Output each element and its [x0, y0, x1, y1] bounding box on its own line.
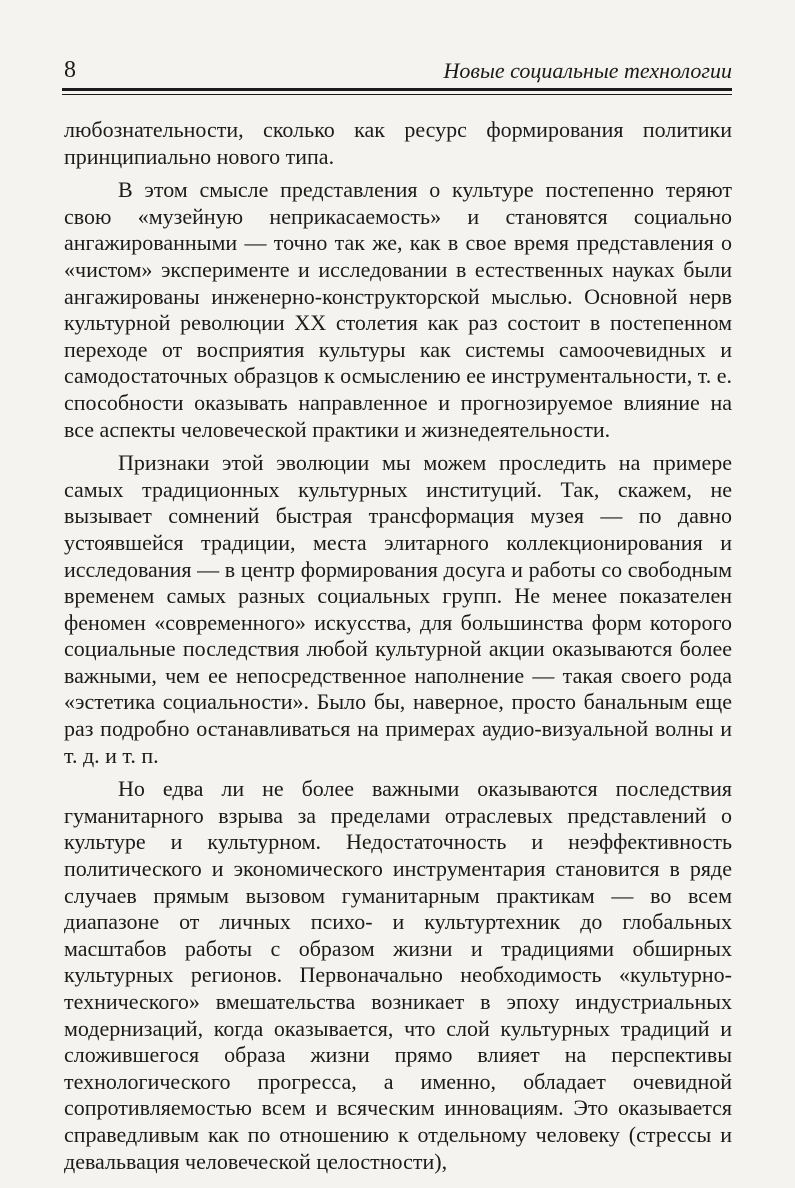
paragraph: В этом смысле представления о культуре постепенно теряют свою «музейную неприкасаемость» и становятся социально ангажированными — точно так же, как в свое время представления о «чистом» эксперименте и исследовании в естественных науках были ангажированы инженерно-конструкторской мыслью. Основной нерв культурной революции XX столетия как раз состоит в постепенном переходе от восприятия культуры как системы самоочевидных и самодостаточных образцов к осмыслению ее инструментальности, т. е. способности оказывать направленное и прогнозируемое влияние на все аспекты человеческой практики и жизнедеятельности.: [64, 177, 732, 442]
paragraph: Признаки этой эволюции мы можем проследить на примере самых традиционных культурных институций. Так, скажем, не вызывает сомнений быстрая трансформация музея — по давно устоявшейся традиции, места элитарного коллекционирования и исследования — в центр формирования досуга и работы со свободным временем самых разных социальных групп. Не менее показателен феномен «современного» искусства, для большинства форм которого социальные последствия любой культурной акции оказываются более важными, чем ее непосредственное наполнение — такая своего рода «эстетика социальности». Было бы, наверное, просто банальным еще раз подробно останавливаться на примерах аудио-визуальной волны и т. д. и т. п.: [64, 450, 732, 768]
running-title: Новые социальные технологии: [443, 58, 732, 83]
header-rule-thin: [62, 94, 732, 95]
paragraph: Но едва ли не более важными оказываются последствия гуманитарного взрыва за пределами отраслевых представлений о культуре и культурном. Недостаточность и неэффективность политического и экономического инструментария становится в ряде случаев прямым вызовом гуманитарным практикам — во всем диапазоне от личных психо- и культуртехник до глобальных масштабов работы с образом жизни и традициями обширных культурных регионов. Первоначально необходимость «культурно-технического» вмешательства возникает в эпоху индустриальных модернизаций, когда оказывается, что слой культурных традиций и сложившегося образа жизни прямо влияет на перспективы технологического прогресса, а именно, обладает очевидной сопротивляемостью всем и всяческим инновациям. Это оказывается справедливым как по отношению к отдельному человеку (стрессы и девальвация человеческой целостности),: [64, 776, 732, 1174]
body-text: [64, 117, 732, 1175]
page-header: [64, 54, 732, 84]
page-number: 8: [64, 57, 76, 83]
paragraph-continued: любознательности, сколько как ресурс формирования политики принципиально нового типа.: [64, 117, 732, 169]
header-rule-thick: [62, 88, 732, 91]
